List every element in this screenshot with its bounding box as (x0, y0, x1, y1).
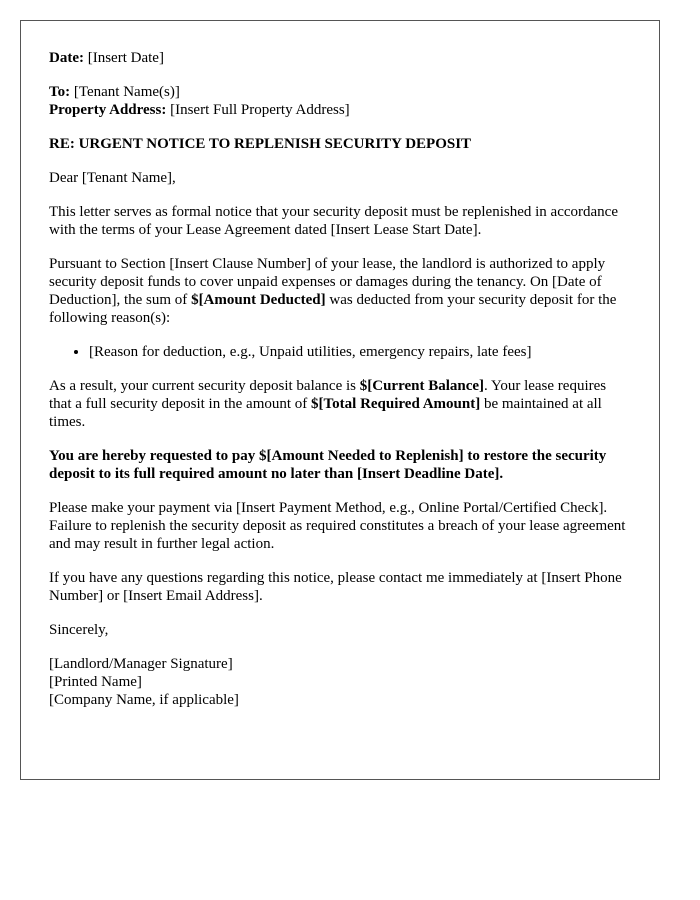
payment-request: You are hereby requested to pay $[Amount Needed to Replenish] to restore the security deposit to its full required amount no later than [Insert Deadline Date]. (49, 448, 607, 482)
company-name-line: [Company Name, if applicable] (49, 692, 239, 708)
deduction-text-2: was deducted from your security deposit for the following reason(s): (49, 292, 617, 326)
signature-block (49, 655, 631, 709)
current-balance: $[Current Balance] (359, 378, 485, 394)
date-value: [Insert Date] (83, 50, 164, 66)
date-line (49, 49, 631, 67)
subject-text: RE: URGENT NOTICE TO REPLENISH SECURITY DEPOSIT (49, 136, 472, 152)
paragraph-contact: If you have any questions regarding this notice, please contact me immediately at [Insert Phone Number] or [Insert Email Address]. (49, 570, 622, 604)
signature-line: [Landlord/Manager Signature] (49, 656, 233, 672)
paragraph-deduction (49, 255, 631, 327)
balance-text-2: . Your lease requires that a full security deposit in the amount of (49, 378, 607, 412)
paragraph-payment-method: Please make your payment via [Insert Payment Method, e.g., Online Portal/Certified Check]. Failure to replenish the security deposit as required constitutes a breach of your lease agreement and may result in further legal action. (49, 500, 626, 552)
paragraph-balance (49, 377, 631, 431)
paragraph-formal-notice: This letter serves as formal notice that your security deposit must be replenished in accordance with the terms of your Lease Agreement dated [Insert Lease Start Date]. (49, 204, 618, 238)
address-value: [Insert Full Property Address] (166, 102, 350, 118)
total-required-amount: $[Total Required Amount] (311, 396, 481, 412)
printed-name-line: [Printed Name] (49, 674, 142, 690)
list-item: • [Reason for deduction, e.g., Unpaid utilities, emergency repairs, late fees] (89, 343, 631, 361)
salutation: Dear [Tenant Name], (49, 170, 176, 186)
reasons-list (49, 343, 631, 361)
amount-deducted: $[Amount Deducted] (191, 292, 326, 308)
address-label: Property Address: (49, 102, 167, 118)
balance-text-3: be maintained at all times. (49, 396, 602, 430)
subject-line (49, 135, 631, 153)
to-value: [Tenant Name(s)] (70, 84, 180, 100)
letter-header (49, 49, 631, 67)
deduction-text-1: Pursuant to Section [Insert Clause Number] of your lease, the landlord is authorized to apply security deposit funds to cover unpaid expenses or damages during the tenancy. On [Date of Deduction], the sum of (49, 256, 606, 308)
closing: Sincerely, (49, 622, 109, 638)
letter-document (20, 20, 660, 780)
balance-text-1: As a result, your current security deposit balance is (49, 378, 360, 394)
date-label: Date: (49, 50, 84, 66)
to-line (49, 83, 631, 101)
address-line (49, 101, 631, 119)
to-label: To: (49, 84, 71, 100)
recipient-block (49, 83, 631, 119)
